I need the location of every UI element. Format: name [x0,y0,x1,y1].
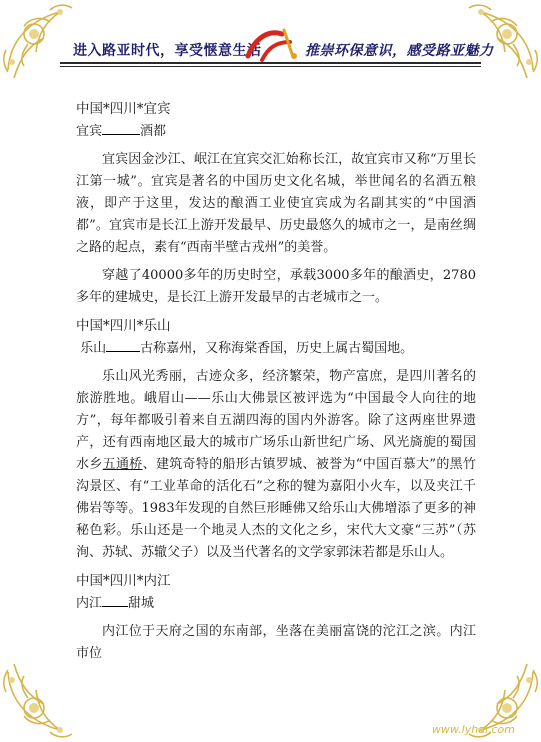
city-name: 内江 [76,596,103,611]
link-wutongqiao[interactable]: 五通桥 [102,457,143,472]
paragraph-text: 乐山风光秀丽，古迹众多，经济繁荣，物产富庶，是四川著名的旅游胜地。峨眉山——乐山大佛景区被评选为“中国最令人向往的地方”，每年都吸引着来自五湖四海的国内外游客。除了这两座世界遗产，还有西南地区最大的城市广场乐山新世纪广场、风光旖旎的蜀国水乡 [76,369,476,472]
city-nickname: 甜城 [128,596,155,611]
header-slogan-left: 进入路亚时代，享受惬意生活 [73,43,262,59]
header-divider [60,62,481,67]
underline-blank [102,120,140,135]
paragraph [76,366,476,564]
section-title-yibin: 中国*四川*宜宾 [76,101,171,117]
city-line-yibin [76,120,476,143]
brand-logo [242,26,302,66]
underline-blank [102,592,128,607]
paragraph: 穿越了40000多年的历史时空，承载3000多年的酿酒史，2780多年的建城史，是长江上游开发最早的古老城市之一。 [76,268,476,305]
watermark: www.lyhai.com [431,723,515,736]
city-line-neijiang [76,592,476,615]
header-slogan-right: 推崇环保意识，感受路亚魅力 [305,43,494,59]
document-body [76,92,476,665]
paragraph-text: 、建筑奇特的船形古镇罗城、被誉为“中国百慕大”的黑竹沟景区、有“工业革命的活化石”之称的犍为嘉阳小火车，以及夹江千佛岩等等。1983年发现的自然巨形睡佛又给乐山大佛增添了更多的神秘色彩。乐山还是一个地灵人杰的文化之乡，宋代大文豪“三苏”（苏洵、苏轼、苏辙父子）以及当代著名的文学家郭沫若都是乐山人。 [76,457,476,560]
city-nickname: 古称嘉州，又称海棠香国，历史上属古蜀国地。 [140,341,414,356]
city-nickname: 酒都 [140,124,167,139]
section-title-leshan: 中国*四川*乐山 [76,318,171,334]
paragraph: 宜宾因金沙江、岷江在宜宾交汇始称长江，故宜宾市又称“万里长江第一城”。宜宾是著名的中国历史文化名城，举世闻名的名酒五粮液，即产于这里，发达的酿酒工业使宜宾成为名副其实的“中国酒都”。宜宾市是长江上游开发最早、历史最悠久的城市之一，是南丝绸之路的起点，素有“西南半壁古戎州”的美誉。 [76,152,476,255]
city-name: 宜宾 [76,124,103,139]
underline-blank [106,337,140,352]
paragraph: 内江位于天府之国的东南部，坐落在美丽富饶的沱江之滨。内江市位 [76,624,476,661]
corner-ornament-bottom-left [0,656,86,742]
section-title-neijiang: 中国*四川*内江 [76,573,171,589]
city-name: 乐山 [80,341,107,356]
city-line-leshan [76,337,476,360]
